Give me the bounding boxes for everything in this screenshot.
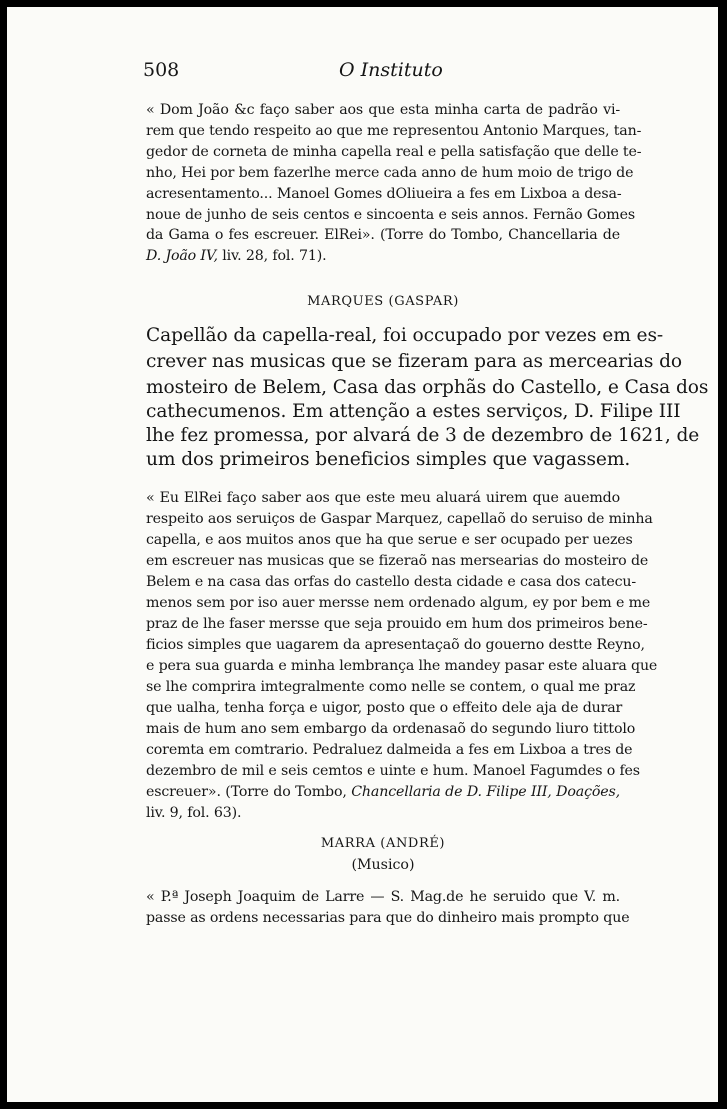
body-line: um dos primeiros beneficios simples que vagassem. bbox=[146, 449, 631, 470]
doc1-citation-italic: D. João IV, bbox=[146, 248, 218, 264]
body-line: lhe fez promessa, por alvará de 3 de dezembro de 1621, de bbox=[146, 425, 700, 446]
doc2-line: coremta em comtrario. Pedraluez dalmeida a fes em Lixboa a tres de bbox=[146, 742, 633, 758]
section-heading-marra: MARRA (ANDRÉ) bbox=[320, 836, 446, 851]
doc1-line: gedor de corneta de minha capella real e pella satisfação que delle te- bbox=[146, 144, 642, 160]
doc1-line: rem que tendo respeito ao que me representou Antonio Marques, tan- bbox=[146, 123, 642, 139]
doc1-line: acresentamento... Manoel Gomes dOliueira a fes em Lixboa a desa- bbox=[146, 186, 622, 202]
doc1-line: « Dom João &c faço saber aos que esta minha carta de padrão vi- bbox=[146, 102, 620, 118]
body-line: cathecumenos. Em attenção a estes serviços, D. Filipe III bbox=[146, 401, 681, 422]
doc2-line: que ualha, tenha força e uigor, posto que o effeito dele aja de durar bbox=[146, 700, 623, 716]
running-title: O Instituto bbox=[339, 59, 443, 81]
doc2-line: e pera sua guarda e minha lembrança lhe mandey pasar este aluara que bbox=[146, 658, 658, 674]
doc2-citation-line: escreuer». (Torre do Tombo, Chancellaria de D. Filipe III, Doações, bbox=[146, 784, 621, 800]
page-number: 508 bbox=[143, 59, 180, 81]
doc2-line: em escreuer nas musicas que se fizeraõ nas mersearias do mosteiro de bbox=[146, 553, 649, 569]
doc3-line: « P.ª Joseph Joaquim de Larre — S. Mag.de he seruido que V. m. bbox=[146, 889, 620, 905]
doc2-line: dezembro de mil e seis cemtos e uinte e hum. Manoel Fagumdes o fes bbox=[146, 763, 640, 779]
doc2-line: praz de lhe faser mersse que seja prouido em hum dos primeiros bene- bbox=[146, 616, 648, 632]
doc2-citation-italic: Chancellaria de D. Filipe III, Doações, bbox=[351, 784, 621, 800]
doc1-last-line bbox=[146, 248, 620, 264]
section-heading-marques: MARQUES (GASPAR) bbox=[307, 294, 459, 309]
doc3-line: passe as ordens necessarias para que do dinheiro mais prompto que bbox=[146, 910, 630, 926]
doc1-citation-rest: liv. 28, fol. 71). bbox=[217, 248, 327, 264]
doc1-line: noue de junho de seis centos e sincoenta e seis annos. Fernão Gomes bbox=[146, 207, 635, 223]
doc2-line: capella, e aos muitos anos que ha que serue e ser ocupado per uezes bbox=[146, 532, 633, 548]
doc1-line: nho, Hei por bem fazerlhe merce cada anno de hum moio de trigo de bbox=[146, 165, 634, 181]
book-page bbox=[7, 7, 718, 1102]
doc2-line: ficios simples que uagarem da apresentaçaõ do gouerno destte Reyno, bbox=[146, 637, 645, 653]
section-subheading: (Musico) bbox=[351, 857, 415, 873]
doc2-line: menos sem por iso auer mersse nem ordenado algum, ey por bem e me bbox=[146, 595, 651, 611]
doc2-line: se lhe comprira imtegralmente como nelle se contem, o qual me praz bbox=[146, 679, 636, 695]
doc2-line: Belem e na casa das orfas do castello desta cidade e casa dos catecu- bbox=[146, 574, 637, 590]
doc2-line: mais de hum ano sem embargo da ordenasaõ do segundo liuro tittolo bbox=[146, 721, 636, 737]
body-line: crever nas musicas que se fizeram para as mercearias do bbox=[146, 351, 682, 372]
body-line: mosteiro de Belem, Casa das orphãs do Castello, e Casa dos bbox=[146, 377, 709, 398]
doc2-line: « Eu ElRei faço saber aos que este meu aluará uirem que auemdo bbox=[146, 490, 620, 506]
body-line: Capellão da capella-real, foi occupado por vezes em es- bbox=[146, 325, 664, 346]
doc2-line: respeito aos seruiços de Gaspar Marquez, capellaõ do seruiso de minha bbox=[146, 511, 653, 527]
doc1-line: da Gama o fes escreuer. ElRei». (Torre do Tombo, Chancellaria de bbox=[146, 227, 620, 243]
doc2-last-line: liv. 9, fol. 63). bbox=[146, 805, 242, 821]
